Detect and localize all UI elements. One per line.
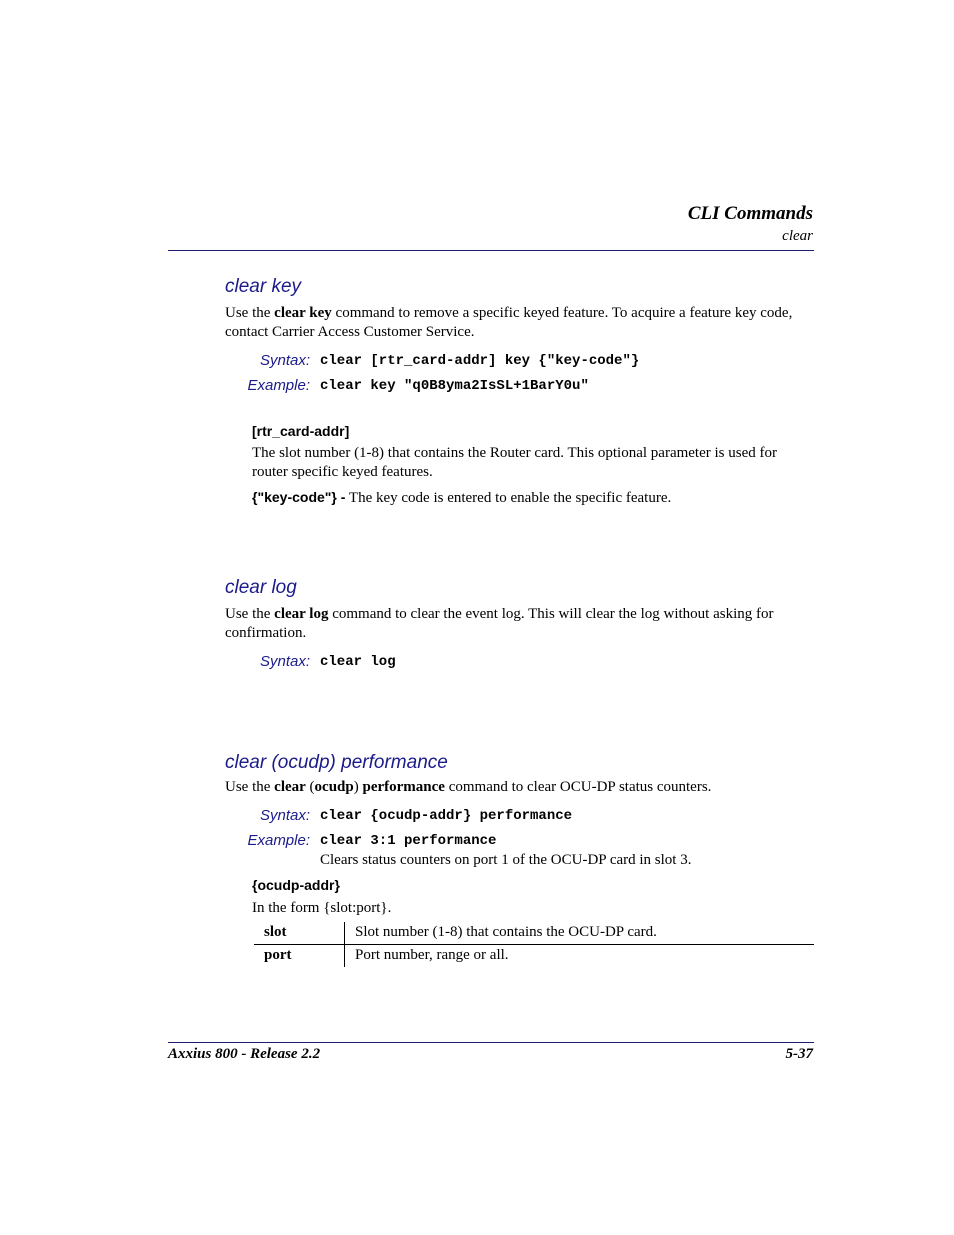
example-label: Example: — [247, 832, 310, 849]
example-code: clear 3:1 performance — [320, 833, 497, 849]
example-label: Example: — [247, 377, 310, 394]
syntax-code: clear log — [320, 654, 396, 670]
syntax-label: Syntax: — [259, 352, 310, 369]
param-name-rtr-card-addr: [rtr_card-addr] — [252, 423, 350, 439]
example-description: Clears status counters on port 1 of the OCU-DP card in slot 3. — [320, 852, 692, 868]
param-key-code: {"key-code"} - The key code is entered to enable the specific feature. — [252, 489, 672, 506]
table-value-cell: Slot number (1-8) that contains the OCU-DP card. — [345, 922, 815, 945]
syntax-label: Syntax: — [259, 653, 310, 670]
table-value-cell: Port number, range or all. — [355, 947, 509, 963]
footer-rule — [168, 1042, 814, 1043]
section-intro-clear-ocudp-performance: Use the clear (ocudp) performance command to clear OCU-DP status counters. — [225, 779, 712, 795]
table-key-cell: slot — [254, 922, 345, 945]
section-intro-clear-key: Use the clear key command to remove a specific keyed feature. To acquire a feature key code, contact Carrier Access Customer Service. — [225, 305, 793, 340]
table-key-cell: port — [254, 945, 345, 968]
section-heading-clear-key: clear key — [225, 276, 302, 297]
running-header-title: CLI Commands — [687, 203, 813, 224]
syntax-code: clear {ocudp-addr} performance — [320, 808, 573, 824]
example-code: clear key "q0B8yma2IsSL+1BarY0u" — [320, 378, 589, 394]
param-name-ocudp-addr: {ocudp-addr} — [252, 877, 340, 893]
footer-page-number: 5-37 — [785, 1046, 813, 1062]
running-header-subtitle: clear — [782, 228, 813, 244]
syntax-label: Syntax: — [259, 807, 310, 824]
table-row — [254, 922, 814, 945]
footer-product: Axxius 800 - Release 2.2 — [168, 1046, 321, 1062]
section-intro-clear-log: Use the clear log command to clear the event log. This will clear the log without asking for confirmation. — [225, 606, 774, 641]
table-row — [254, 945, 814, 968]
header-rule — [168, 250, 814, 251]
section-heading-clear-ocudp-performance: clear (ocudp) performance — [225, 752, 448, 773]
param-desc-ocudp-addr: In the form {slot:port}. — [252, 900, 392, 916]
ocudp-addr-table — [254, 922, 814, 967]
syntax-code: clear [rtr_card-addr] key {"key-code"} — [320, 353, 640, 369]
section-heading-clear-log: clear log — [225, 577, 297, 598]
param-desc-rtr-card-addr: The slot number (1-8) that contains the Router card. This optional parameter is used for router specific keyed features. — [252, 445, 777, 480]
